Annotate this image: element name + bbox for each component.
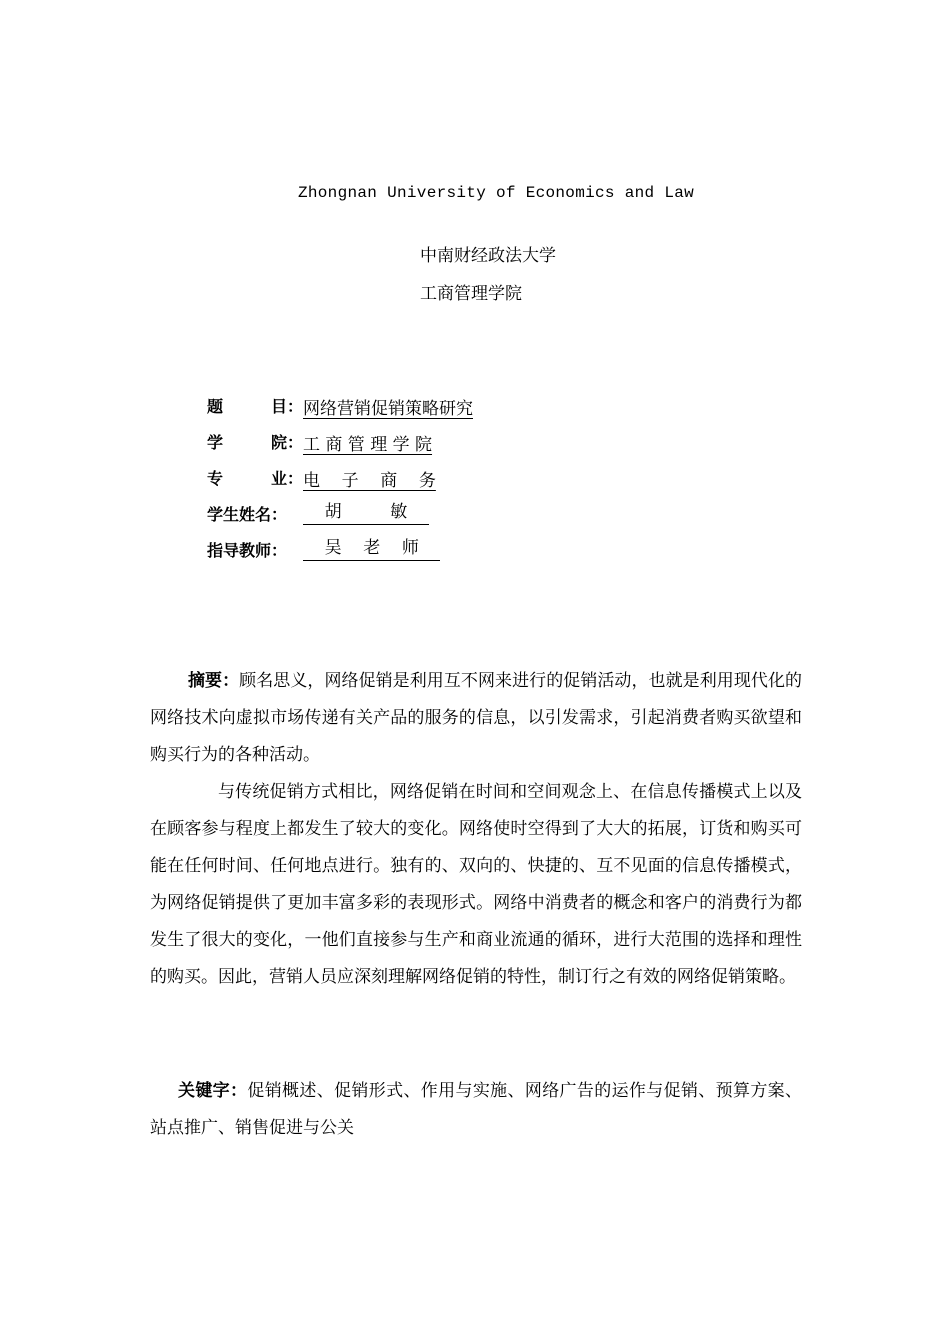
info-row-college	[207, 430, 473, 466]
abstract-paragraph-2: 与传统促销方式相比，网络促销在时间和空间观念上、在信息传播模式上以及在顾客参与程度上都发生了较大的变化。网络使时空得到了大大的拓展，订货和购买可能在任何时间、任何地点进行。独有的、双向的、快捷的、互不见面的信息传播模式，为网络促销提供了更加丰富多彩的表现形式。网络中消费者的概念和客户的消费行为都发生了很大的变化，一他们直接参与生产和商业流通的循环，进行大范围的选择和理性的购买。因此，营销人员应深刻理解网络促销的特性，制订行之有效的网络促销策略。	[150, 782, 802, 987]
keywords-text: 促销概述、促销形式、作用与实施、网络广告的运作与促销、预算方案、站点推广、销售促进与公关	[150, 1081, 803, 1138]
abstract-text-1: 顾名思义，网络促销是利用互不网来进行的促销活动，也就是利用现代化的网络技术向虚拟市场传递有关产品的服务的信息，以引发需求，引起消费者购买欲望和购买行为的各种活动。	[150, 671, 802, 765]
keywords-label: 关键字：	[178, 1081, 248, 1101]
title-value: 网络营销促销策略研究	[303, 399, 473, 419]
thesis-info	[207, 394, 473, 574]
university-name-cn: 中南财经政法大学	[420, 246, 556, 266]
info-row-student	[207, 502, 473, 538]
abstract-label: 摘要：	[188, 671, 240, 691]
student-value: 胡 敏	[303, 502, 429, 525]
info-row-major	[207, 466, 473, 502]
abstract-paragraph-1	[150, 663, 802, 774]
school-name-cn: 工商管理学院	[420, 284, 522, 304]
college-value: 工 商 管 理 学 院	[303, 435, 433, 455]
abstract-section	[150, 663, 802, 996]
advisor-value: 吴 老 师	[303, 538, 440, 561]
info-row-advisor	[207, 538, 473, 574]
advisor-label: 指导教师：	[207, 541, 288, 560]
university-name-en: Zhongnan University of Economics and Law	[297, 184, 695, 202]
college-label: 学 院：	[207, 433, 303, 452]
major-label: 专 业：	[207, 469, 303, 488]
info-row-title	[207, 394, 473, 430]
student-label: 学生姓名：	[207, 505, 288, 524]
title-label: 题 目：	[207, 397, 303, 416]
major-value: 电 子 商 务	[303, 471, 436, 491]
keywords-section	[150, 1073, 802, 1147]
